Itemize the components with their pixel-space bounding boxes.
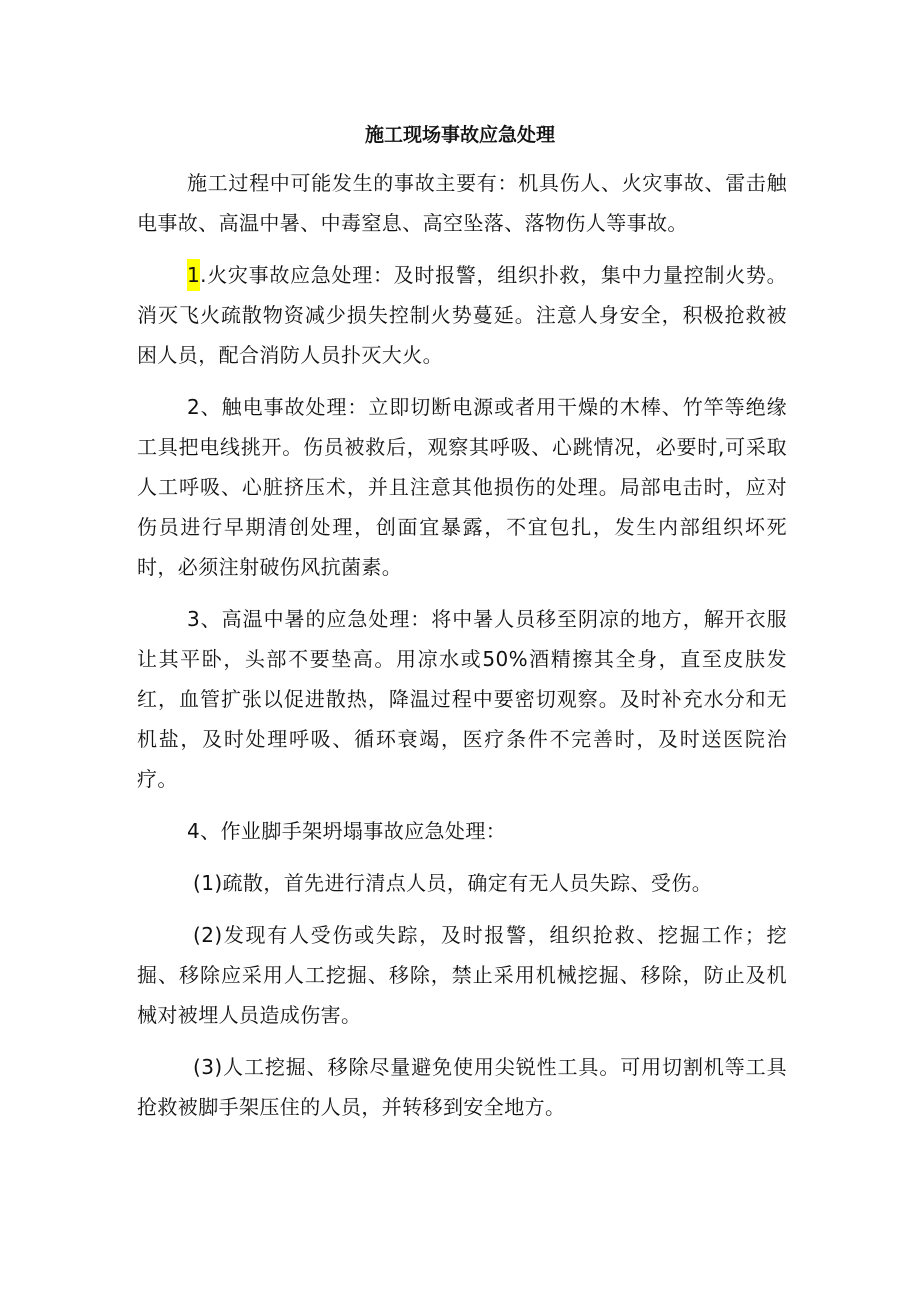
electric-shock-paragraph: 2、触电事故处理：立即切断电源或者用干燥的木棒、竹竿等绝缘工具把电线挑开。伤员被救后，观察其呼吸、心跳情况，必要时,可采取人工呼吸、心脏挤压术，并且注意其他损伤的处理。局部电击时，应对伤员进行早期清创处理，创面宜暴露，不宜包扎，发生内部组织坏死时，必须注射破伤风抗菌素。 [137,395,787,579]
intro-paragraph: 施工过程中可能发生的事故主要有：机具伤人、火灾事故、雷击触电事故、高温中暑、中毒窒息、高空坠落、落物伤人等事故。 [137,171,787,235]
scaffold-step-1: (1)疏散，首先进行清点人员，确定有无人员失踪、受伤。 [193,871,713,895]
scaffold-collapse-heading: 4、作业脚手架坍塌事故应急处理： [187,819,507,843]
heatstroke-paragraph: 3、高温中暑的应急处理：将中暑人员移至阴凉的地方，解开衣服让其平卧，头部不要垫高。用凉水或50%酒精擦其全身，直至皮肤发红，血管扩张以促进散热，降温过程中要密切观察。及时补充水分和无机盐，及时处理呼吸、循环衰竭，医疗条件不完善时，及时送医院治疗。 [137,607,787,791]
scaffold-step-3: (3)人工挖掘、移除尽量避免使用尖锐性工具。可用切割机等工具抢救被脚手架压住的人员，并转移到安全地方。 [137,1055,787,1119]
page-title: 施工现场事故应急处理 [364,124,555,146]
highlighted-number: 1 [187,259,200,291]
fire-accident-text: .火灾事故应急处理：及时报警，组织扑救，集中力量控制火势。消灭飞火疏散物资减少损失控制火势蔓延。注意人身安全，积极抢救被困人员，配合消防人员扑灭大火。 [137,263,787,367]
fire-accident-paragraph [137,255,787,375]
scaffold-step-2: (2)发现有人受伤或失踪，及时报警，组织抢救、挖掘工作；挖掘、移除应采用人工挖掘、移除，禁止采用机械挖掘、移除，防止及机械对被埋人员造成伤害。 [137,923,787,1027]
document-body [137,163,787,1139]
